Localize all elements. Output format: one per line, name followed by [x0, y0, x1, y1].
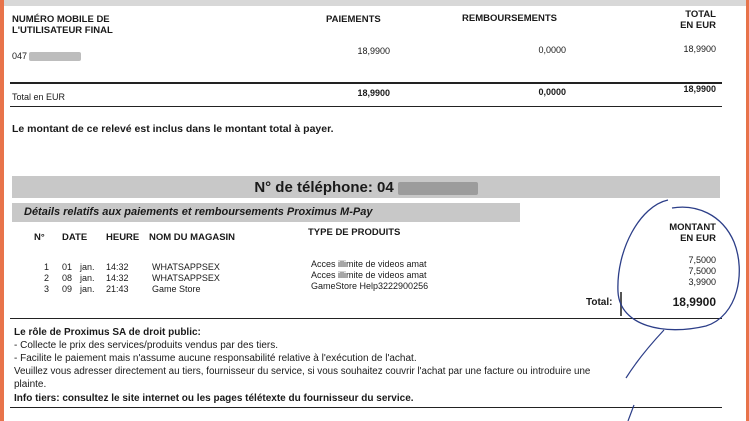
details-col-amount: MONTANT EN EUR: [669, 222, 716, 244]
summary-col-payments: PAIEMENTS: [326, 14, 381, 25]
row-type: Acces illimite de videos amat: [311, 259, 427, 269]
role-line-1: - Collecte le prix des services/produits vendus par des tiers.: [14, 340, 279, 351]
row-no: 2: [44, 273, 50, 283]
row-amount: 7,5000: [688, 255, 716, 265]
row-no: 1: [44, 262, 50, 272]
summary-total-payments: 18,9900: [357, 88, 390, 98]
row-type: Acces illimite de videos amat: [311, 270, 427, 280]
phone-title: N° de téléphone: 04: [12, 179, 720, 196]
summary-total-label: Total en EUR: [12, 92, 66, 102]
summary-col-refunds: REMBOURSEMENTS: [462, 13, 558, 24]
details-col-no: N°: [34, 232, 45, 243]
summary-total-refunds: 0,0000: [538, 87, 566, 97]
row-type: GameStore Help3222900256: [311, 281, 429, 291]
role-line-2: - Facilite le paiement mais n'assume aucune responsabilité relative à l'exécution de l'achat.: [14, 353, 417, 364]
row-time: 14:32: [106, 273, 129, 283]
summary-col-total: TOTAL EN EUR: [680, 9, 716, 31]
summary-row-refunds: 0,0000: [538, 45, 566, 55]
row-day: 01: [62, 262, 73, 272]
details-col-store: NOM DU MAGASIN: [149, 232, 236, 243]
summary-row-total: 18,9900: [683, 44, 716, 54]
summary-total-total: 18,9900: [683, 84, 716, 94]
role-line-4: plainte.: [14, 379, 47, 390]
details-total-label: Total:: [586, 297, 613, 308]
row-no: 3: [44, 284, 50, 294]
details-total-value: 18,9900: [672, 295, 716, 309]
details-col-time: HEURE: [106, 232, 140, 243]
role-line-3: Veuillez vous adresser directement au tiers, fournisseur du service, si vous souhaitez couvrir l'achat par une facture ou introduire une: [14, 366, 591, 377]
row-day: 08: [62, 273, 73, 283]
included-note: Le montant de ce relevé est inclus dans le montant total à payer.: [12, 123, 334, 135]
row-store: WHATSAPPSEX: [152, 262, 220, 272]
row-month: jan.: [80, 262, 95, 272]
summary-col-number: NUMÉRO MOBILE DE L'UTILISATEUR FINAL: [12, 14, 113, 36]
summary-row-payments: 18,9900: [357, 46, 390, 56]
row-store: WHATSAPPSEX: [152, 273, 220, 283]
role-heading: Le rôle de Proximus SA de droit public:: [14, 327, 201, 338]
row-amount: 3,9900: [688, 277, 716, 287]
phone-subtitle: Détails relatifs aux paiements et remboursements Proximus M-Pay: [24, 206, 373, 218]
row-time: 14:32: [106, 262, 129, 272]
row-amount: 7,5000: [688, 266, 716, 276]
row-day: 09: [62, 284, 73, 294]
row-time: 21:43: [106, 284, 129, 294]
row-store: Game Store: [152, 284, 201, 294]
summary-row-number: 047: [12, 51, 81, 61]
role-info: Info tiers: consultez le site internet ou les pages télétexte du fournisseur du service.: [14, 393, 414, 404]
row-month: jan.: [80, 273, 95, 283]
row-month: jan.: [80, 284, 95, 294]
details-col-type: TYPE DE PRODUITS: [308, 227, 401, 238]
details-col-date: DATE: [62, 232, 88, 243]
